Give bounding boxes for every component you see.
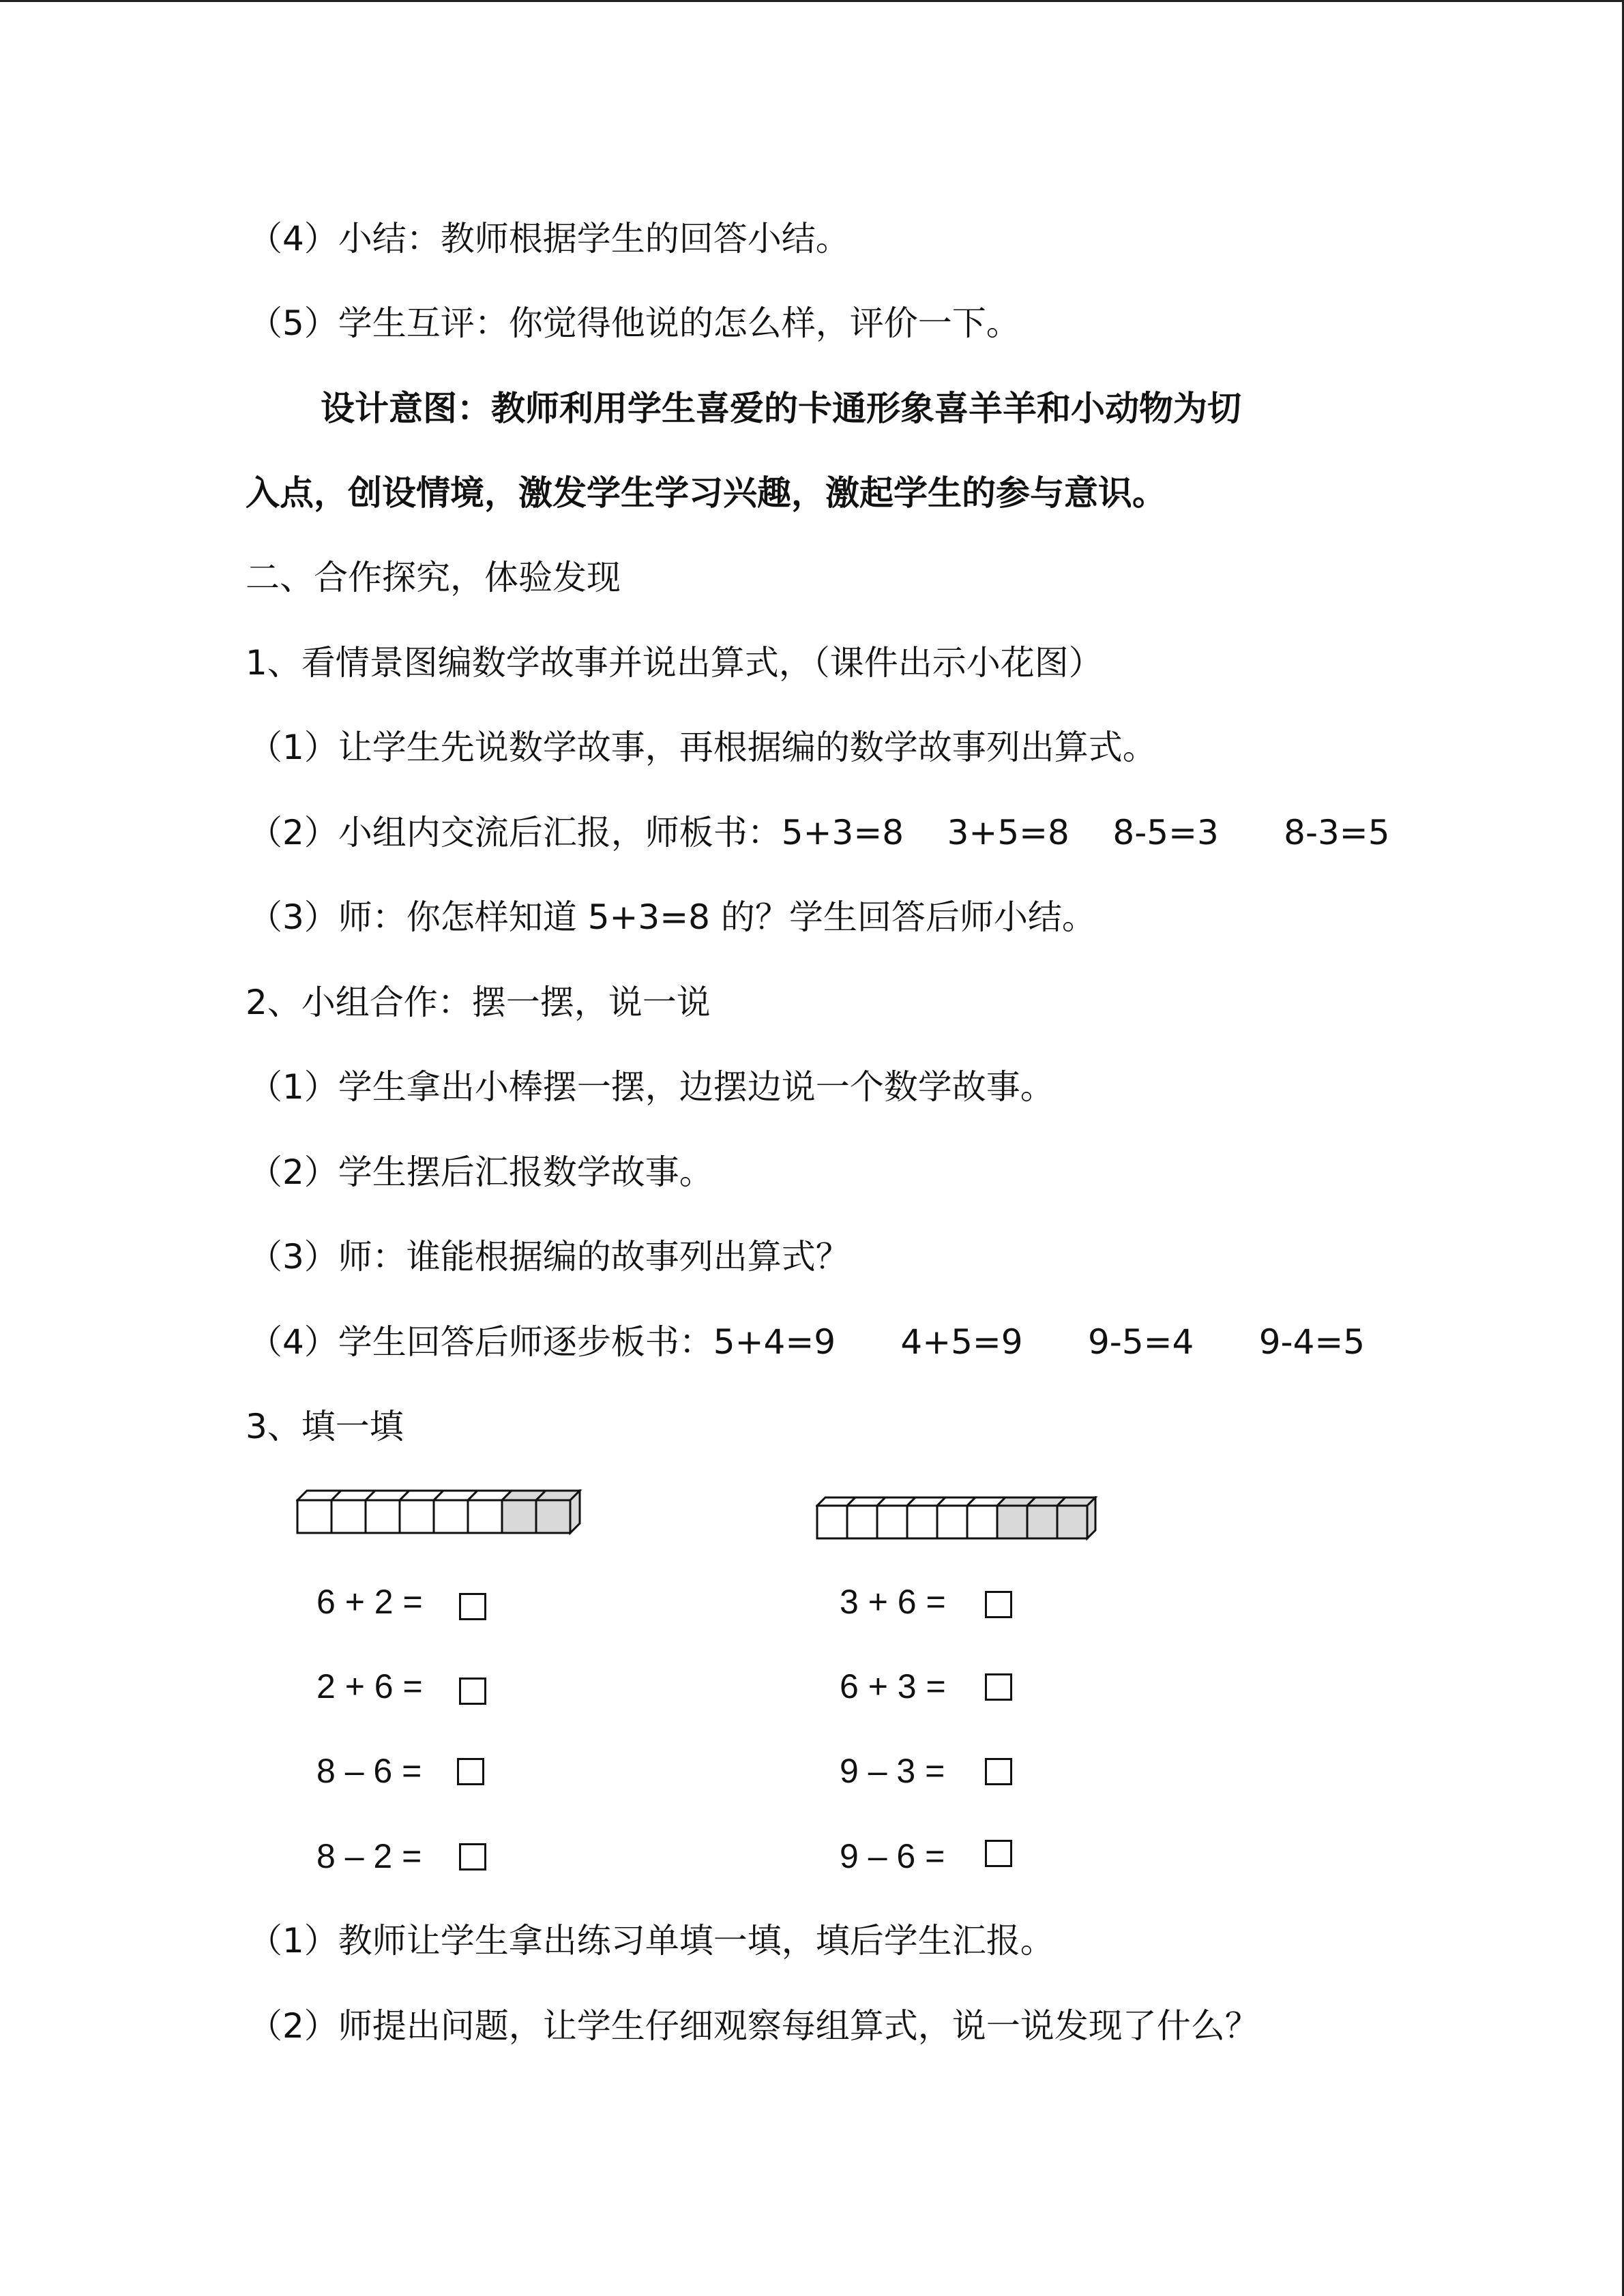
answer-box-left-4[interactable] (459, 1843, 486, 1870)
gray-cube (502, 1500, 536, 1533)
answer-box-right-4[interactable] (985, 1840, 1012, 1867)
cube-side-face (1087, 1497, 1095, 1538)
text-line-summary: （4）小结：教师根据学生的回答小结。 (248, 219, 850, 258)
white-cube (817, 1506, 847, 1538)
subheading-1: 1、看情景图编数学故事并说出算式，（课件出示小花图） (246, 643, 1103, 683)
white-cube (907, 1506, 937, 1538)
white-cube (297, 1500, 331, 1533)
top-border-line (0, 0, 1624, 2)
white-cube (468, 1500, 502, 1533)
subheading-3: 3、填一填 (246, 1407, 404, 1446)
answer-box-left-1[interactable] (459, 1593, 486, 1620)
equation-right-3: 9 – 3 = (840, 1752, 945, 1790)
design-intent-line-2: 入点，创设情境，激发学生学习兴趣，激起学生的参与意识。 (246, 473, 1166, 513)
section-heading-2: 二、合作探究，体验发现 (246, 558, 621, 597)
gray-cube (997, 1506, 1027, 1538)
answer-box-left-3[interactable] (457, 1758, 484, 1785)
text-line-peer-review: （5）学生互评：你觉得他说的怎么样，评价一下。 (248, 303, 1020, 343)
white-cube (967, 1506, 997, 1538)
answer-box-left-2[interactable] (459, 1678, 486, 1705)
answer-box-right-3[interactable] (985, 1758, 1012, 1785)
equation-right-2: 6 + 3 = (840, 1667, 946, 1705)
equation-right-1: 3 + 6 = (840, 1583, 946, 1621)
text-line-board-writing: （4）学生回答后师逐步板书：5+4=9 4+5=9 9-5=4 9-4=5 (248, 1322, 1365, 1362)
left-cube-bar (296, 1489, 591, 1544)
text-line-list-equations: （3）师：谁能根据编的故事列出算式？ (248, 1237, 850, 1277)
equation-left-4: 8 – 2 = (316, 1837, 422, 1875)
equation-left-3: 8 – 6 = (316, 1752, 422, 1790)
text-line-group-report: （2）小组内交流后汇报，师板书：5+3=8 3+5=8 8-5=3 8-3=5 (248, 813, 1390, 852)
answer-box-right-1[interactable] (985, 1591, 1012, 1618)
text-line-observe: （2）师提出问题，让学生仔细观察每组算式，说一说发现了什么？ (248, 2006, 1259, 2046)
subheading-2: 2、小组合作：摆一摆，说一说 (246, 983, 711, 1022)
white-cube (877, 1506, 907, 1538)
white-cube (937, 1506, 967, 1538)
white-cube (400, 1500, 434, 1533)
gray-cube (1057, 1506, 1087, 1538)
text-line-sticks: （1）学生拿出小棒摆一摆，边摆边说一个数学故事。 (248, 1067, 1054, 1107)
text-line-teacher-question: （3）师：你怎样知道 5+3=8 的？学生回答后师小结。 (248, 897, 1096, 937)
text-line-story: （1）让学生先说数学故事，再根据编的数学故事列出算式。 (248, 728, 1157, 767)
gray-cube (536, 1500, 570, 1533)
equation-left-1: 6 + 2 = (316, 1583, 423, 1621)
design-intent-line-1: 设计意图：教师利用学生喜爱的卡通形象喜羊羊和小动物为切 (321, 389, 1241, 428)
text-line-worksheet: （1）教师让学生拿出练习单填一填，填后学生汇报。 (248, 1921, 1054, 1960)
equation-left-2: 2 + 6 = (316, 1667, 423, 1705)
text-line-report-story: （2）学生摆后汇报数学故事。 (248, 1152, 713, 1192)
white-cube (366, 1500, 400, 1533)
right-cube-bar (816, 1496, 1102, 1545)
white-cube (434, 1500, 468, 1533)
equation-right-4: 9 – 6 = (840, 1837, 945, 1875)
answer-box-right-2[interactable] (985, 1673, 1012, 1701)
white-cube (331, 1500, 366, 1533)
white-cube (847, 1506, 877, 1538)
gray-cube (1027, 1506, 1057, 1538)
